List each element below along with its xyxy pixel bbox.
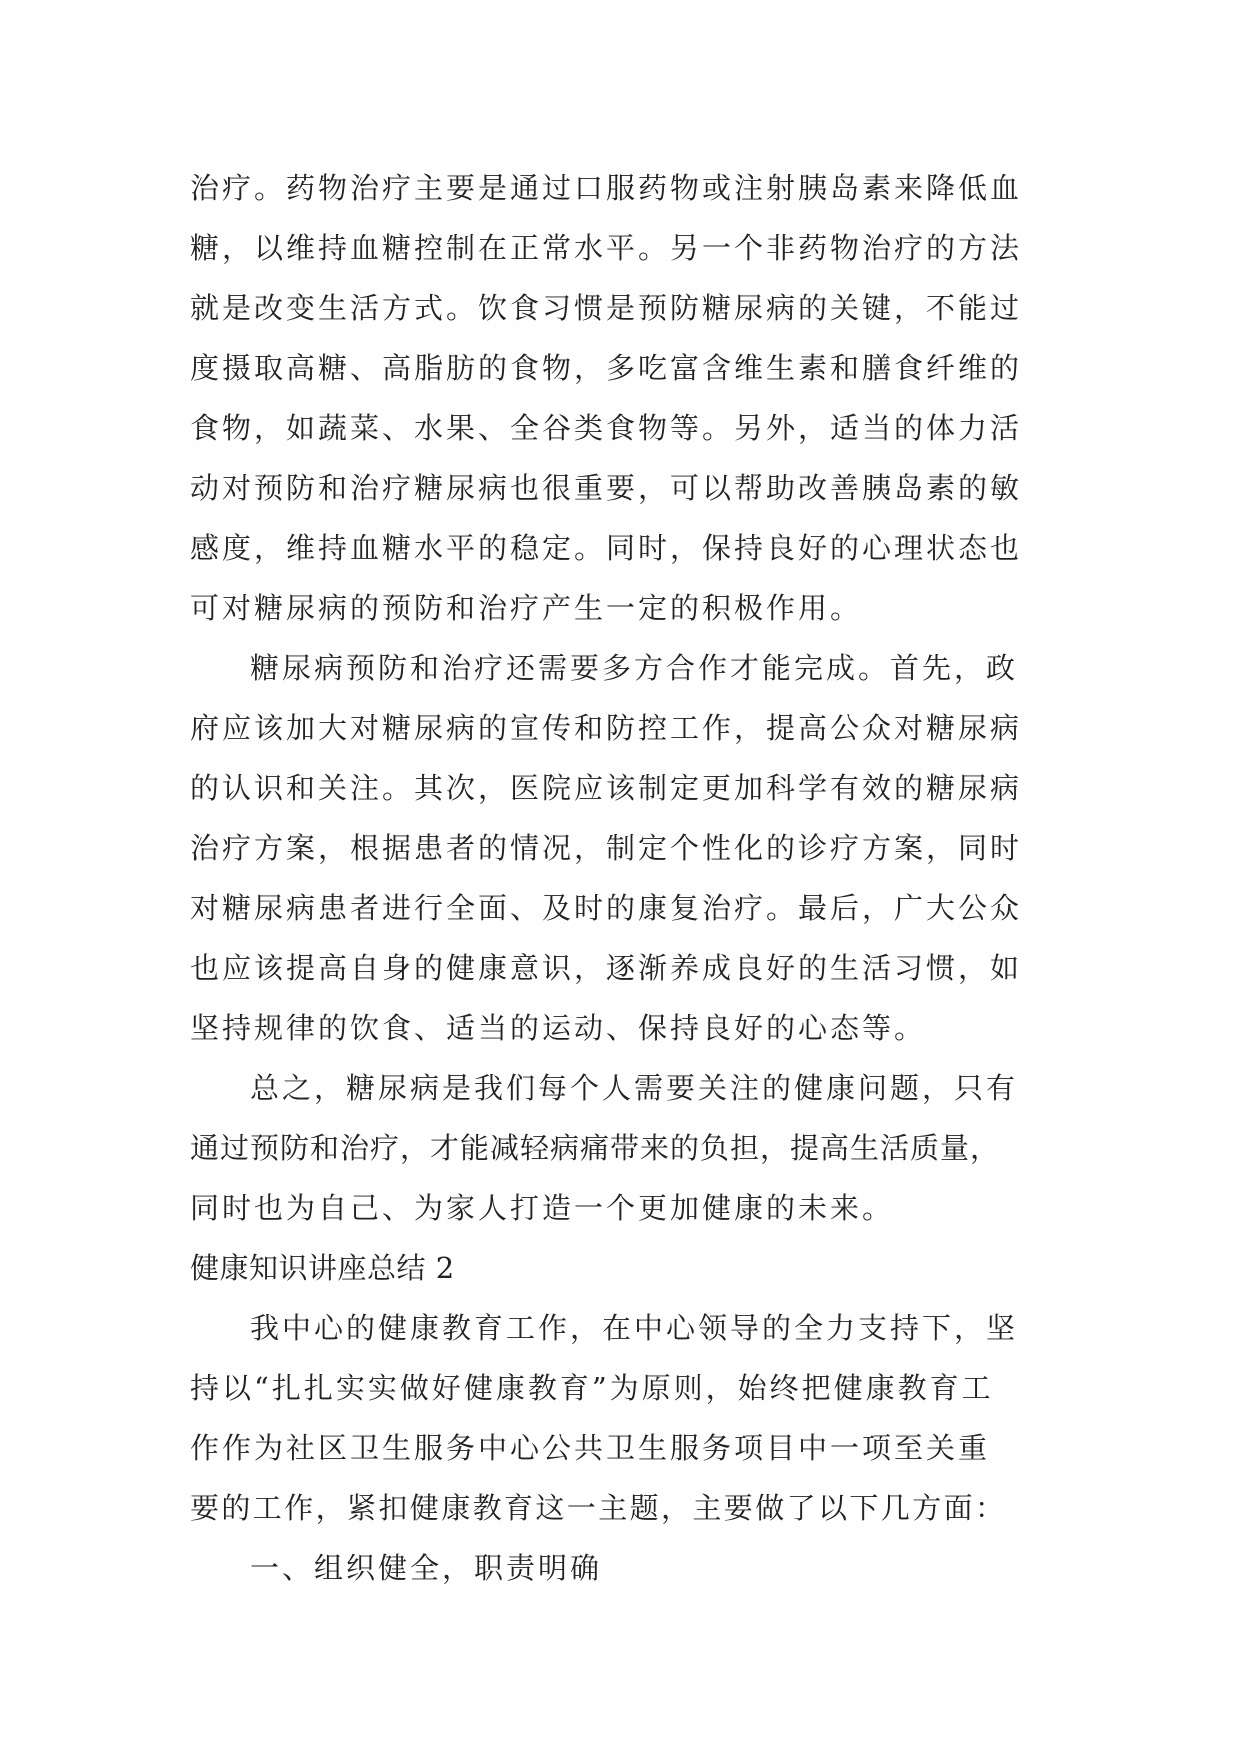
text-line: 动对预防和治疗糖尿病也很重要，可以帮助改善胰岛素的敏 — [190, 471, 1023, 505]
text-line: 感度，维持血糖水平的稳定。同时，保持良好的心理状态也 — [190, 531, 1023, 565]
text-line: 持以“扎扎实实做好健康教育”为原则，始终把健康教育工 — [190, 1371, 994, 1405]
text-line: 坚持规律的饮食、适当的运动、保持良好的心态等。 — [190, 1011, 927, 1045]
text-line: 总之，糖尿病是我们每个人需要关注的健康问题，只有 — [250, 1071, 1019, 1105]
text-line: 就是改变生活方式。饮食习惯是预防糖尿病的关键，不能过 — [190, 291, 1023, 325]
paragraph-medication-lifestyle — [190, 158, 1060, 638]
paragraph-cooperation — [190, 638, 1060, 1058]
text-line: 作作为社区卫生服务中心公共卫生服务项目中一项至关重 — [190, 1431, 991, 1465]
text-line: 度摄取高糖、高脂肪的食物，多吃富含维生素和膳食纤维的 — [190, 351, 1023, 385]
paragraph-health-education — [190, 1298, 1060, 1538]
paragraph-conclusion — [190, 1058, 1060, 1238]
text-line: 治疗。药物治疗主要是通过口服药物或注射胰岛素来降低血 — [190, 171, 1023, 205]
text-line: 的认识和关注。其次，医院应该制定更加科学有效的糖尿病 — [190, 771, 1023, 805]
text-line: 通过预防和治疗，才能减轻病痛带来的负担，提高生活质量， — [190, 1131, 1001, 1165]
text-line: 食物，如蔬菜、水果、全谷类食物等。另外，适当的体力活 — [190, 411, 1023, 445]
text-line: 府应该加大对糖尿病的宣传和防控工作，提高公众对糖尿病 — [190, 711, 1023, 745]
text-line: 可对糖尿病的预防和治疗产生一定的积极作用。 — [190, 591, 863, 625]
text-line: 糖尿病预防和治疗还需要多方合作才能完成。首先，政 — [250, 651, 1019, 685]
document-body — [190, 158, 1060, 1598]
text-line: 同时也为自己、为家人打造一个更加健康的未来。 — [190, 1191, 895, 1225]
section-title: 健康知识讲座总结 2 — [190, 1251, 455, 1285]
text-line: 治疗方案，根据患者的情况，制定个性化的诊疗方案，同时 — [190, 831, 1023, 865]
text-line: 我中心的健康教育工作，在中心领导的全力支持下，坚 — [250, 1311, 1019, 1345]
text-line: 要的工作，紧扣健康教育这一主题，主要做了以下几方面： — [190, 1491, 1007, 1525]
text-line: 对糖尿病患者进行全面、及时的康复治疗。最后，广大公众 — [190, 891, 1023, 925]
text-line: 糖，以维持血糖控制在正常水平。另一个非药物治疗的方法 — [190, 231, 1023, 265]
text-line: 也应该提高自身的健康意识，逐渐养成良好的生活习惯，如 — [190, 951, 1023, 985]
subheading-organization: 一、组织健全，职责明确 — [250, 1551, 603, 1585]
